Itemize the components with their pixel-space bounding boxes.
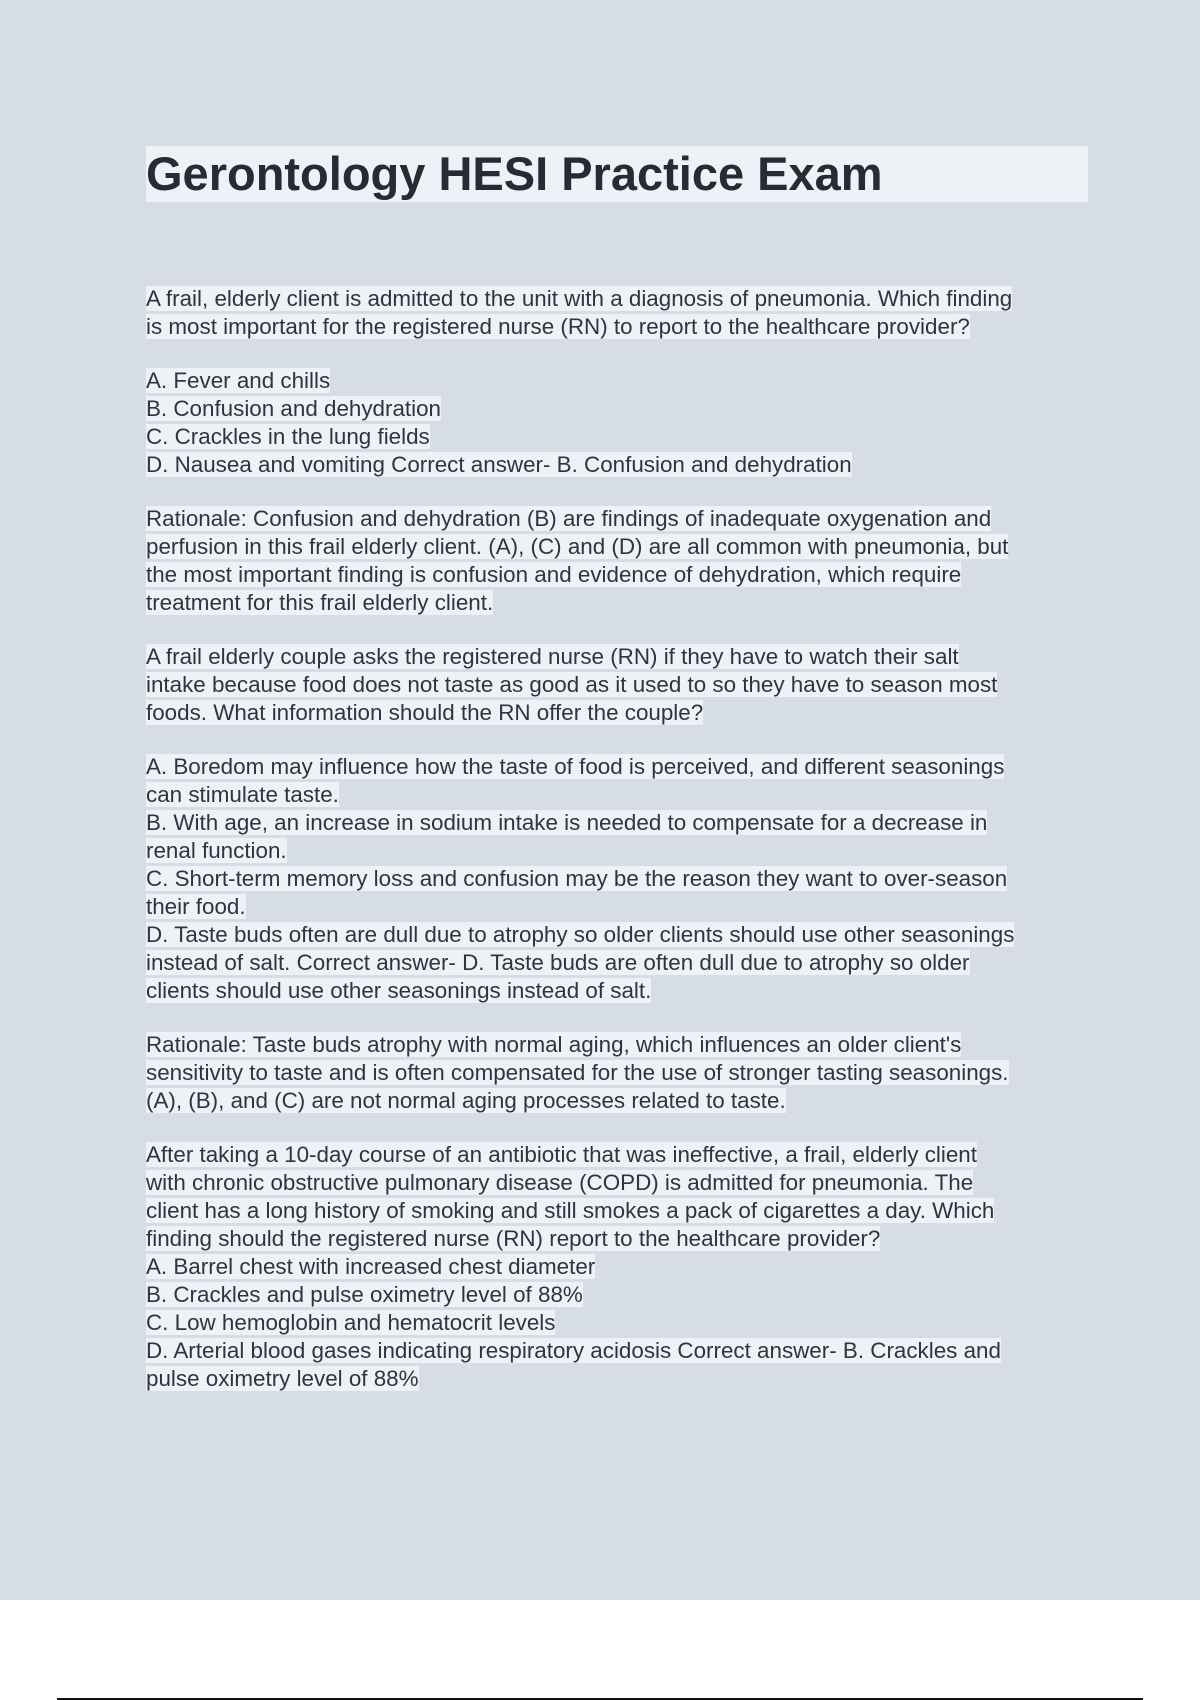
option-line: B. Confusion and dehydration: [146, 396, 442, 421]
question-2-stem: [146, 643, 1096, 727]
question-1-rationale: [146, 505, 1096, 617]
text-line: with chronic obstructive pulmonary disease (COPD) is admitted for pneumonia. The: [146, 1170, 974, 1195]
text-line: Rationale: Taste buds atrophy with normal aging, which influences an older client's: [146, 1032, 962, 1057]
text-line: treatment for this frail elderly client.: [146, 590, 494, 615]
option-line: B. With age, an increase in sodium intake is needed to compensate for a decrease in: [146, 810, 988, 835]
question-3: [146, 1141, 1096, 1393]
text-line: After taking a 10-day course of an antibiotic that was ineffective, a frail, elderly client: [146, 1142, 977, 1167]
option-line: A. Fever and chills: [146, 368, 331, 393]
text-line: the most important finding is confusion and evidence of dehydration, which require: [146, 562, 962, 587]
option-line: B. Crackles and pulse oximetry level of 88%: [146, 1282, 583, 1307]
option-line: D. Nausea and vomiting Correct answer- B. Confusion and dehydration: [146, 452, 852, 477]
document-body: [146, 285, 1096, 1393]
text-line: sensitivity to taste and is often compensated for the use of stronger tasting seasonings.: [146, 1060, 1009, 1085]
text-line: is most important for the registered nurse (RN) to report to the healthcare provider?: [146, 314, 970, 339]
option-line: renal function.: [146, 838, 287, 863]
option-line: A. Boredom may influence how the taste of food is perceived, and different seasonings: [146, 754, 1005, 779]
question-1-options: [146, 367, 1096, 479]
question-2-options: [146, 753, 1096, 1005]
text-line: foods. What information should the RN offer the couple?: [146, 700, 704, 725]
text-line: (A), (B), and (C) are not normal aging processes related to taste.: [146, 1088, 786, 1113]
text-line: A frail, elderly client is admitted to the unit with a diagnosis of pneumonia. Which finding: [146, 286, 1013, 311]
text-line: perfusion in this frail elderly client. (A), (C) and (D) are all common with pneumonia, but: [146, 534, 1009, 559]
option-line: can stimulate taste.: [146, 782, 339, 807]
option-line: A. Barrel chest with increased chest diameter: [146, 1254, 596, 1279]
page-title: Gerontology HESI Practice Exam: [146, 146, 1088, 202]
option-line: C. Crackles in the lung fields: [146, 424, 430, 449]
option-line: clients should use other seasonings instead of salt.: [146, 978, 652, 1003]
text-line: client has a long history of smoking and still smokes a pack of cigarettes a day. Which: [146, 1198, 995, 1223]
text-line: finding should the registered nurse (RN) report to the healthcare provider?: [146, 1226, 881, 1251]
option-line: C. Short-term memory loss and confusion may be the reason they want to over-season: [146, 866, 1008, 891]
option-line: C. Low hemoglobin and hematocrit levels: [146, 1310, 556, 1335]
option-line: instead of salt. Correct answer- D. Taste buds are often dull due to atrophy so older: [146, 950, 970, 975]
option-line: pulse oximetry level of 88%: [146, 1366, 419, 1391]
option-line: their food.: [146, 894, 246, 919]
text-line: Rationale: Confusion and dehydration (B) are findings of inadequate oxygenation and: [146, 506, 992, 531]
question-1-stem: [146, 285, 1096, 341]
question-2-rationale: [146, 1031, 1096, 1115]
text-line: intake because food does not taste as good as it used to so they have to season most: [146, 672, 998, 697]
option-line: D. Taste buds often are dull due to atrophy so older clients should use other seasonings: [146, 922, 1015, 947]
option-line: D. Arterial blood gases indicating respiratory acidosis Correct answer- B. Crackles and: [146, 1338, 1001, 1363]
text-line: A frail elderly couple asks the registered nurse (RN) if they have to watch their salt: [146, 644, 959, 669]
